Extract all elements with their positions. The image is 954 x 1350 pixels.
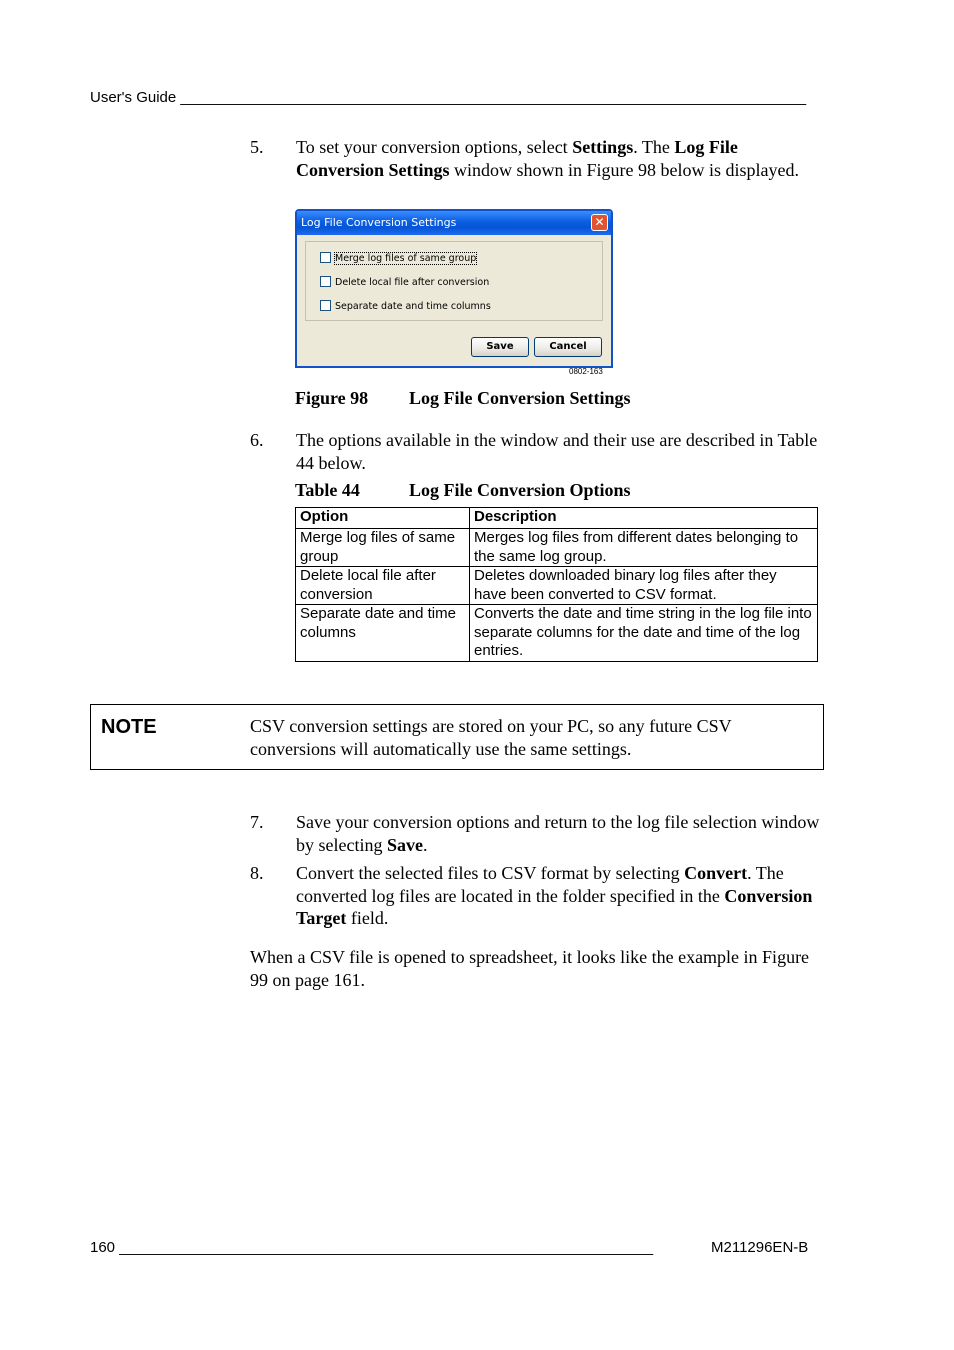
column-header: Option [296, 508, 470, 529]
separate-date-time-checkbox[interactable] [320, 300, 331, 311]
step-text: Save your conversion options and return to the log file selection window by selecting Save. [296, 812, 820, 855]
options-group [305, 241, 603, 321]
option-cell: Separate date and time columns [296, 605, 470, 662]
option-cell: Merge log files of same group [296, 529, 470, 567]
merge-log-files-label: Merge log files of same group [335, 253, 477, 264]
separate-date-time-option[interactable] [320, 300, 491, 314]
step-number: 8. [250, 863, 264, 883]
step-text: To set your conversion options, select Settings. The Log File Conversion Settings window shown in Figure 98 below is displayed. [296, 137, 799, 180]
figure-number: Figure 98 [295, 388, 369, 408]
merge-log-files-option[interactable] [320, 252, 476, 266]
table-row [296, 529, 818, 567]
column-header: Description [470, 508, 818, 529]
close-icon[interactable]: ✕ [591, 214, 608, 231]
table-row [296, 605, 818, 662]
cancel-button[interactable]: Cancel [534, 337, 602, 357]
description-cell: Converts the date and time string in the log file into separate columns for the date and time of the log entries. [470, 605, 818, 662]
closing-paragraph: When a CSV file is opened to spreadsheet, it looks like the example in Figure 99 on page 161. [250, 947, 810, 990]
dialog-title-bar [297, 211, 611, 235]
step-8 [250, 862, 826, 932]
option-cell: Delete local file after conversion [296, 567, 470, 605]
delete-local-file-label: Delete local file after conversion [335, 277, 490, 288]
running-header: User's Guide ___________________________________________________________________________ [90, 89, 807, 106]
table-number: Table 44 [295, 480, 360, 500]
step-6 [250, 429, 826, 475]
description-cell: Merges log files from different dates belonging to the same log group. [470, 529, 818, 567]
table-title: Log File Conversion Options [409, 480, 631, 500]
page-number-footer: 160 ________________________________________________________________ [90, 1239, 654, 1256]
step-text: The options available in the window and their use are described in Table 44 below. [296, 430, 818, 473]
delete-local-file-option[interactable] [320, 276, 489, 290]
description-cell: Deletes downloaded binary log files after they have been converted to CSV format. [470, 567, 818, 605]
figure-title: Log File Conversion Settings [409, 388, 631, 408]
table-header-row [296, 508, 818, 529]
step-7 [250, 811, 826, 857]
note-heading: NOTE [101, 716, 157, 738]
step-number: 6. [250, 430, 264, 450]
delete-local-file-checkbox[interactable] [320, 276, 331, 287]
document-code-footer: M211296EN-B [711, 1239, 809, 1256]
table-row [296, 567, 818, 605]
conversion-options-table [295, 507, 818, 662]
step-text: Convert the selected files to CSV format by selecting Convert. The converted log files are located in the folder specified in the Conversion Target field. [296, 863, 813, 928]
note-text: CSV conversion settings are stored on your PC, so any future CSV conversions will automatically use the same settings. [250, 716, 732, 759]
separate-date-time-label: Separate date and time columns [335, 301, 491, 312]
figure-code: 0802-163 [569, 367, 603, 376]
step-5 [250, 136, 826, 206]
save-button[interactable]: Save [471, 337, 529, 357]
note-box [90, 704, 824, 770]
log-file-conversion-settings-dialog [295, 209, 613, 368]
step-number: 7. [250, 812, 264, 832]
merge-log-files-checkbox[interactable] [320, 252, 331, 263]
step-number: 5. [250, 137, 264, 157]
dialog-title: Log File Conversion Settings [301, 216, 457, 229]
